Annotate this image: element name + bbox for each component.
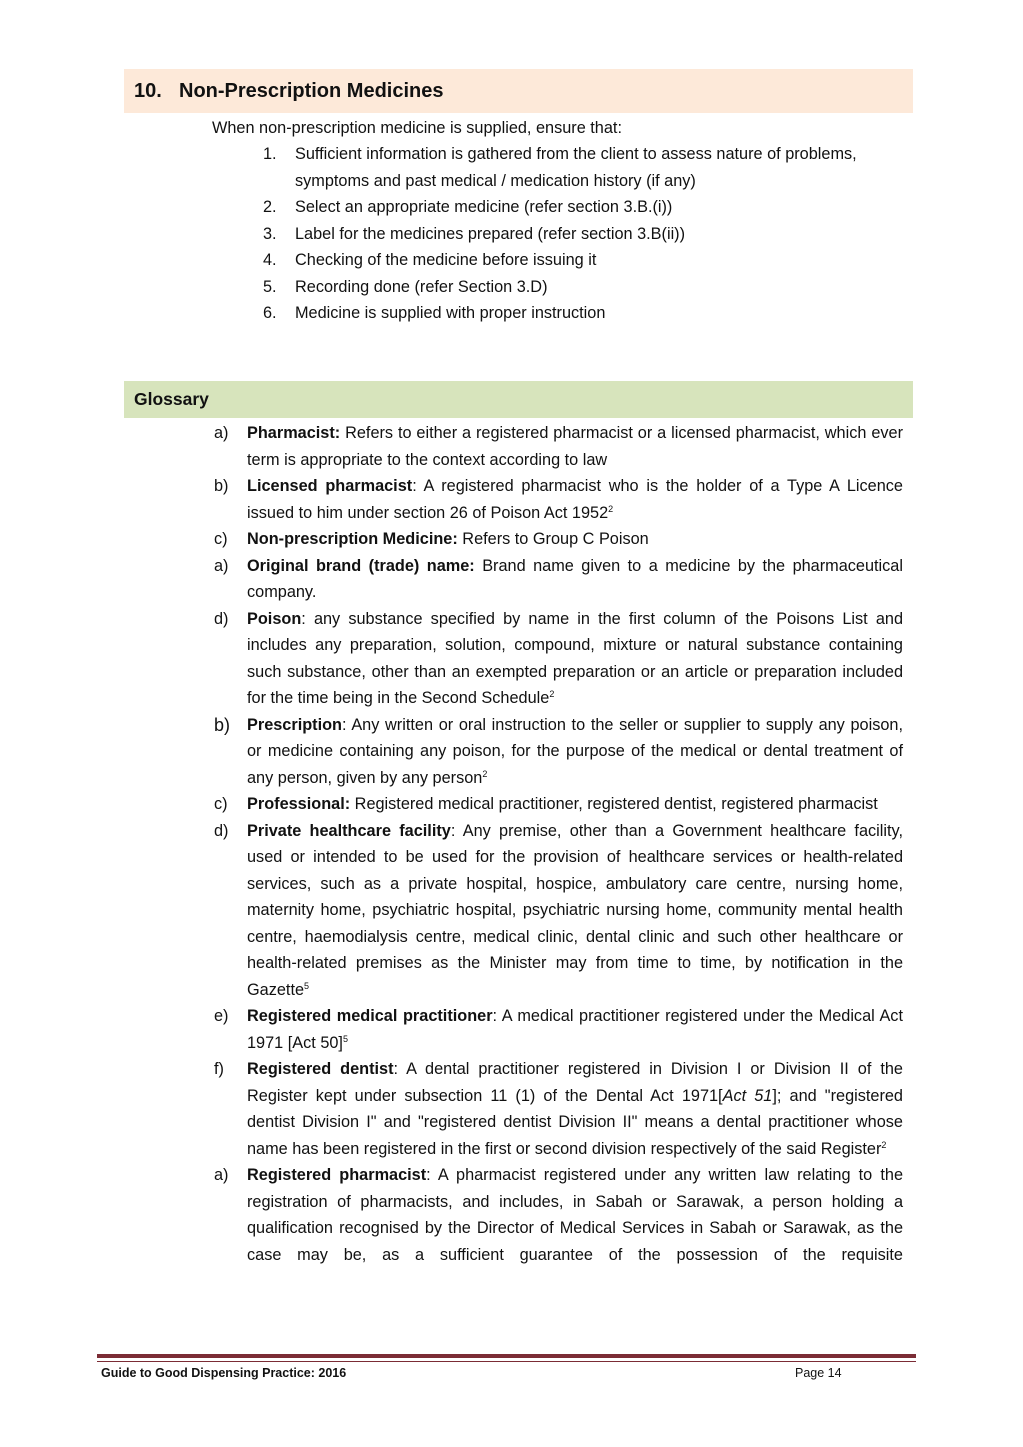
steps-list [263,141,903,327]
glossary-item: a) Original brand (trade) name: Brand name given to a medicine by the pharmaceutical company. [214,556,903,601]
list-item: 6. Medicine is supplied with proper instruction [263,304,606,322]
glossary-item: d) Poison: any substance specified by name in the first column of the Poisons List and includes any preparation, solution, compound, mixture or natural substance containing such substance, other than an exempted preparation or an article or preparation included for the time being in the Second Schedule$^2$ [214,609,903,707]
list-item: 3. Label for the medicines prepared (refer section 3.B(ii)) [263,224,686,243]
glossary-item: b) Licensed pharmacist: A registered pharmacist who is the holder of a Type A Licence issued to him under section 26 of Poison Act 1952$^2$ [214,477,903,522]
footnote-ref: 5 [304,980,310,991]
page-number: Page 14 [795,1366,842,1380]
glossary-item: c) Professional: Registered medical practitioner, registered dentist, registered pharmacist [214,795,878,813]
list-item: 2. Select an appropriate medicine (refer section 3.B.(i)) [263,198,673,216]
section-intro: When non-prescription medicine is supplied, ensure that: [212,119,622,137]
glossary-item: f) Registered dentist: A dental practitioner registered in Division I or Division II of the Register kept under subsection 11 (1) of the Dental Act 1971[Act 51]; and "registered dentist Division I" and "registered dentist Division II" means a dental practitioner whose name has been registered in the first or second division respectively of the said Register$^2$ [214,1060,903,1158]
section-number: 10. [134,79,162,102]
footnote-ref: 2 [482,768,488,779]
glossary-item: c) Non-prescription Medicine: Refers to Group C Poison [214,530,649,548]
section-10-heading [124,69,913,113]
glossary-item: a) Pharmacist: Refers to either a registered pharmacist or a licensed pharmacist, which ever term is appropriate to the context according to law [214,424,903,469]
footer-title: Guide to Good Dispensing Practice: 2016 [101,1366,347,1380]
footnote-ref: 2 [549,689,555,699]
footer-rule [97,1354,916,1358]
footnote-ref: 5 [342,1033,348,1044]
list-item: 5. Recording done (refer Section 3.D) [263,277,548,296]
glossary-item: d) Private healthcare facility: Any premise, other than a Government healthcare facility, used or intended to be used for the provision of healthcare services or health-related services, such as a private hospital, hospice, ambulatory care centre, nursing home, maternity home, psychiatric hospital, psychiatric nursing home, community mental health centre, haemodialysis centre, medical clinic, dental clinic and such other healthcare or health-related premises as the Minister may from time to time, by notification in the Gazette$^5$ [214,821,903,999]
footer-rule-thin [97,1361,916,1362]
glossary-heading: Glossary [124,381,913,418]
footnote-ref: 2 [608,503,614,514]
glossary-list [214,420,903,1268]
list-item: 4. Checking of the medicine before issuing it [263,251,597,269]
section-title: Non-Prescription Medicines [179,79,444,102]
glossary-item: e) Registered medical practitioner: A medical practitioner registered under the Medical Act 1971 [Act 50]$^5$ [214,1007,903,1052]
glossary-item: a) Registered pharmacist: A pharmacist registered under any written law relating to the registration of pharmacists, and includes, in Sabah or Sarawak, a person holding a qualification recognised by the Director of Medical Services in Sabah or Sarawak, as the case may be, as a sufficient guarantee of the possession of the requisite [214,1166,903,1264]
footnote-ref: 2 [881,1139,887,1150]
glossary-item: b) Prescription: Any written or oral instruction to the seller or supplier to supply any poison, or medicine containing any poison, for the purpose of the medical or dental treatment of any person, given by any person$^2$ [214,714,903,787]
list-item: 1. Sufficient information is gathered from the client to assess nature of problems, symptoms and past medical / medication history (if any) [263,145,857,190]
